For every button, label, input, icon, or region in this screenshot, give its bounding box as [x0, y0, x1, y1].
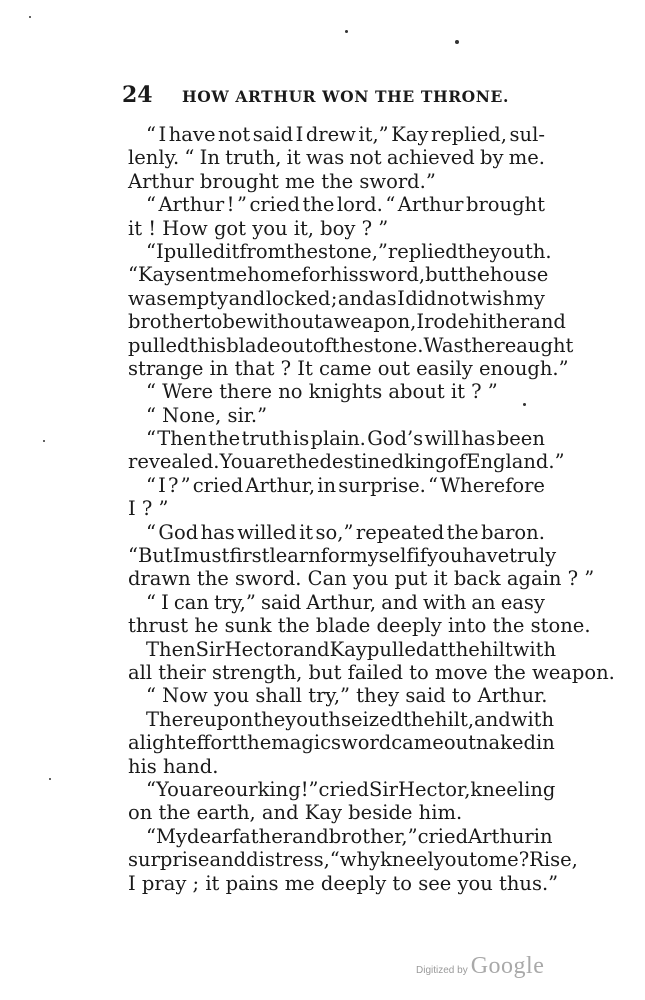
text-line: “ Now you shall try,” they said to Arthur.: [146, 684, 548, 708]
text-line: Thereupon the youth seized the hilt, and with: [146, 707, 555, 731]
ink-speck: [29, 16, 31, 18]
text-line: “ God has willed it so,” repeated the baron.: [146, 520, 545, 544]
ink-speck: [43, 440, 45, 442]
ink-speck: [455, 40, 459, 44]
text-line: revealed. You are the destined king of England.”: [128, 450, 565, 474]
google-logo: Google: [470, 953, 545, 979]
text-line: “ Then the truth is plain. God’s will has been: [146, 427, 545, 451]
text-line: “ I can try,” said Arthur, and with an easy: [146, 590, 545, 614]
text-line: “ None, sir.”: [146, 403, 268, 427]
text-line: “ Kay sent me home for his sword, but the house: [128, 263, 549, 287]
text-line: drawn the sword. Can you put it back again ? ”: [128, 567, 595, 591]
text-line: “ You are our king ! ” cried Sir Hector, kneeling: [146, 777, 556, 801]
running-title: HOW ARTHUR WON THE THRONE.: [182, 87, 509, 106]
text-line: surprise and distress, “ why kneel you to me ? Rise,: [128, 848, 578, 872]
text-line: lenly. “ In truth, it was not achieved by me.: [128, 146, 545, 170]
text-line: I pray ; it pains me deeply to see you thus.”: [128, 871, 559, 895]
text-line: “ But I must first learn for myself if you have truly: [128, 544, 557, 568]
text-line: was empty and locked ; and as I did not wish my: [128, 286, 545, 310]
text-line: pulled this blade out of the stone. Was there aught: [128, 333, 574, 357]
text-line: “ My dear father and brother,” cried Arthur in: [146, 824, 553, 848]
text-line: “ Arthur ! ” cried the lord. “ Arthur brought: [146, 193, 545, 217]
page-number: 24: [122, 82, 153, 108]
text-line: “ I ? ” cried Arthur, in surprise. “ Wherefore: [146, 473, 545, 497]
text-line: on the earth, and Kay beside him.: [128, 801, 463, 825]
text-line: his hand.: [128, 754, 219, 778]
text-line: strange in that ? It came out easily enough.”: [128, 356, 569, 380]
body-text: [128, 123, 615, 895]
page-header: [122, 82, 552, 108]
text-line: thrust he sunk the blade deeply into the stone.: [128, 614, 591, 638]
text-line: it ! How got you it, boy ? ”: [128, 216, 389, 240]
text-line: Arthur brought me the sword.”: [128, 169, 436, 193]
text-line: I ? ”: [128, 497, 169, 521]
text-line: a light effort the magic sword came out naked in: [128, 731, 555, 755]
digitized-watermark: [416, 953, 544, 980]
text-line: Then Sir Hector and Kay pulled at the hilt with: [146, 637, 557, 661]
text-line: “ I have not said I drew it,” Kay replied, sul-: [146, 123, 545, 146]
ink-speck: [49, 778, 51, 780]
text-line: brother to be without a weapon, I rode hither and: [128, 310, 566, 334]
text-line: “ I pulled it from the stone,” replied the youth.: [146, 239, 552, 263]
text-line: all their strength, but failed to move the weapon.: [128, 660, 615, 684]
ink-speck: [345, 30, 348, 33]
watermark-prefix: Digitized by: [416, 965, 468, 976]
text-line: “ Were there no knights about it ? ”: [146, 380, 498, 404]
